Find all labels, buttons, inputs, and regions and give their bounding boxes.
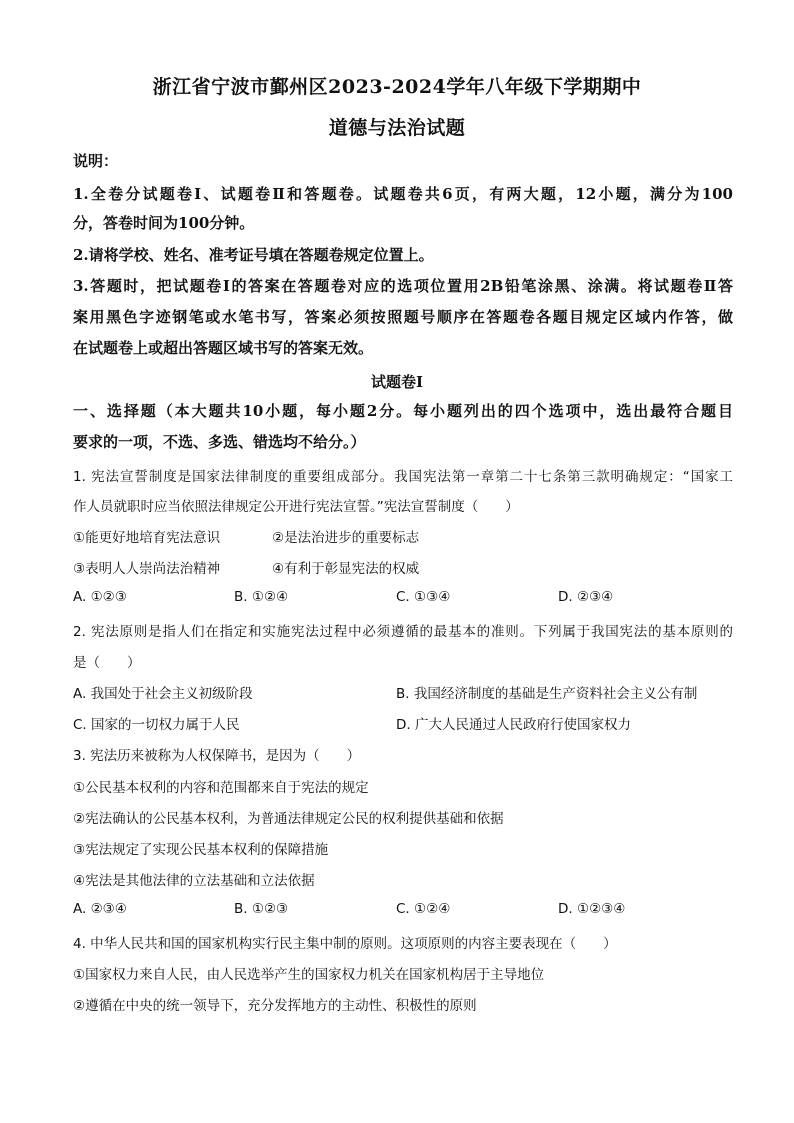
- question-3-option-c[interactable]: C. ①②④: [396, 901, 451, 917]
- question-1-statement-2: ②是法治进步的重要标志: [272, 530, 420, 546]
- question-2-option-d[interactable]: D. 广大人民通过人民政府行使国家权力: [396, 717, 631, 733]
- question-1-option-a[interactable]: A. ①②③: [73, 589, 127, 605]
- section-heading-line-2: 要求的一项，不选、多选、错选均不给分。）: [73, 433, 366, 451]
- paper-one-title: 试题卷Ⅰ: [370, 373, 424, 391]
- instruction-2: 2.请将学校、姓名、准考证号填在答题卷规定位置上。: [73, 246, 434, 264]
- question-3-statement-3: ③宪法规定了实现公民基本权利的保障措施: [73, 842, 329, 858]
- question-1-option-d[interactable]: D. ②③④: [558, 589, 614, 605]
- question-3-option-d[interactable]: D. ①②③④: [558, 901, 626, 917]
- question-1-option-b[interactable]: B. ①②④: [234, 589, 289, 605]
- question-1-statement-1: ①能更好地培育宪法意识: [73, 530, 221, 546]
- question-1-option-c[interactable]: C. ①③④: [396, 589, 451, 605]
- question-1-statement-4: ④有利于彰显宪法的权威: [272, 561, 420, 577]
- question-2-stem-line-2: 是（ ）: [73, 655, 141, 671]
- instruction-3-line-3: 在试题卷上或超出答题区域书写的答案无效。: [73, 339, 374, 357]
- exam-subject-title: 道德与法治试题: [328, 117, 466, 139]
- question-2-option-b[interactable]: B. 我国经济制度的基础是生产资料社会主义公有制: [396, 686, 698, 702]
- question-2-stem-line-1: 2. 宪法原则是指人们在指定和实施宪法过程中必须遵循的最基本的准则。下列属于我国宪法的基本原则的: [73, 624, 733, 640]
- question-4-stem: 4. 中华人民共和国的国家机构实行民主集中制的原则。这项原则的内容主要表现在（ ）: [73, 936, 617, 952]
- exam-title: 浙江省宁波市鄞州区2023-2024学年八年级下学期期中: [152, 76, 642, 98]
- instruction-3-line-2: 案用黑色字迹钢笔或水笔书写，答案必须按照题号顺序在答题卷各题目规定区域内作答，做: [73, 308, 733, 326]
- question-3-statement-4: ④宪法是其他法律的立法基础和立法依据: [73, 873, 315, 889]
- question-2-option-a[interactable]: A. 我国处于社会主义初级阶段: [73, 686, 253, 702]
- instruction-1-line-2: 分，答卷时间为100分钟。: [73, 214, 255, 232]
- question-4-statement-1: ①国家权力来自人民，由人民选举产生的国家权力机关在国家机构居于主导地位: [73, 967, 545, 983]
- question-3-stem: 3. 宪法历来被称为人权保障书，是因为（ ）: [73, 748, 361, 764]
- question-1-stem-line-1: 1. 宪法宣誓制度是国家法律制度的重要组成部分。我国宪法第一章第二十七条第三款明确规定：“国家工: [73, 469, 733, 485]
- question-3-statement-1: ①公民基本权利的内容和范围都来自于宪法的规定: [73, 780, 369, 796]
- question-3-statement-2: ②宪法确认的公民基本权利，为普通法律规定公民的权利提供基础和依据: [73, 811, 504, 827]
- question-3-option-b[interactable]: B. ①②③: [234, 901, 289, 917]
- question-2-option-c[interactable]: C. 国家的一切权力属于人民: [73, 717, 240, 733]
- instruction-1-line-1: 1.全卷分试题卷Ⅰ、试题卷Ⅱ和答题卷。试题卷共6页，有两大题，12小题，满分为100: [73, 185, 733, 203]
- question-1-stem-line-2: 作人员就职时应当依照法律规定公开进行宪法宣誓。”宪法宣誓制度（ ）: [73, 499, 519, 515]
- instruction-3-line-1: 3.答题时，把试题卷Ⅰ的答案在答题卷对应的选项位置用2B铅笔涂黑、涂满。将试题卷Ⅱ答: [73, 277, 733, 295]
- question-4-statement-2: ②遵循在中央的统一领导下，充分发挥地方的主动性、积极性的原则: [73, 998, 477, 1014]
- instructions-heading: 说明：: [73, 152, 119, 170]
- question-3-option-a[interactable]: A. ②③④: [73, 901, 127, 917]
- section-heading-line-1: 一、选择题（本大题共10小题，每小题2分。每小题列出的四个选项中，选出最符合题目: [73, 402, 733, 420]
- question-1-statement-3: ③表明人人崇尚法治精神: [73, 561, 221, 577]
